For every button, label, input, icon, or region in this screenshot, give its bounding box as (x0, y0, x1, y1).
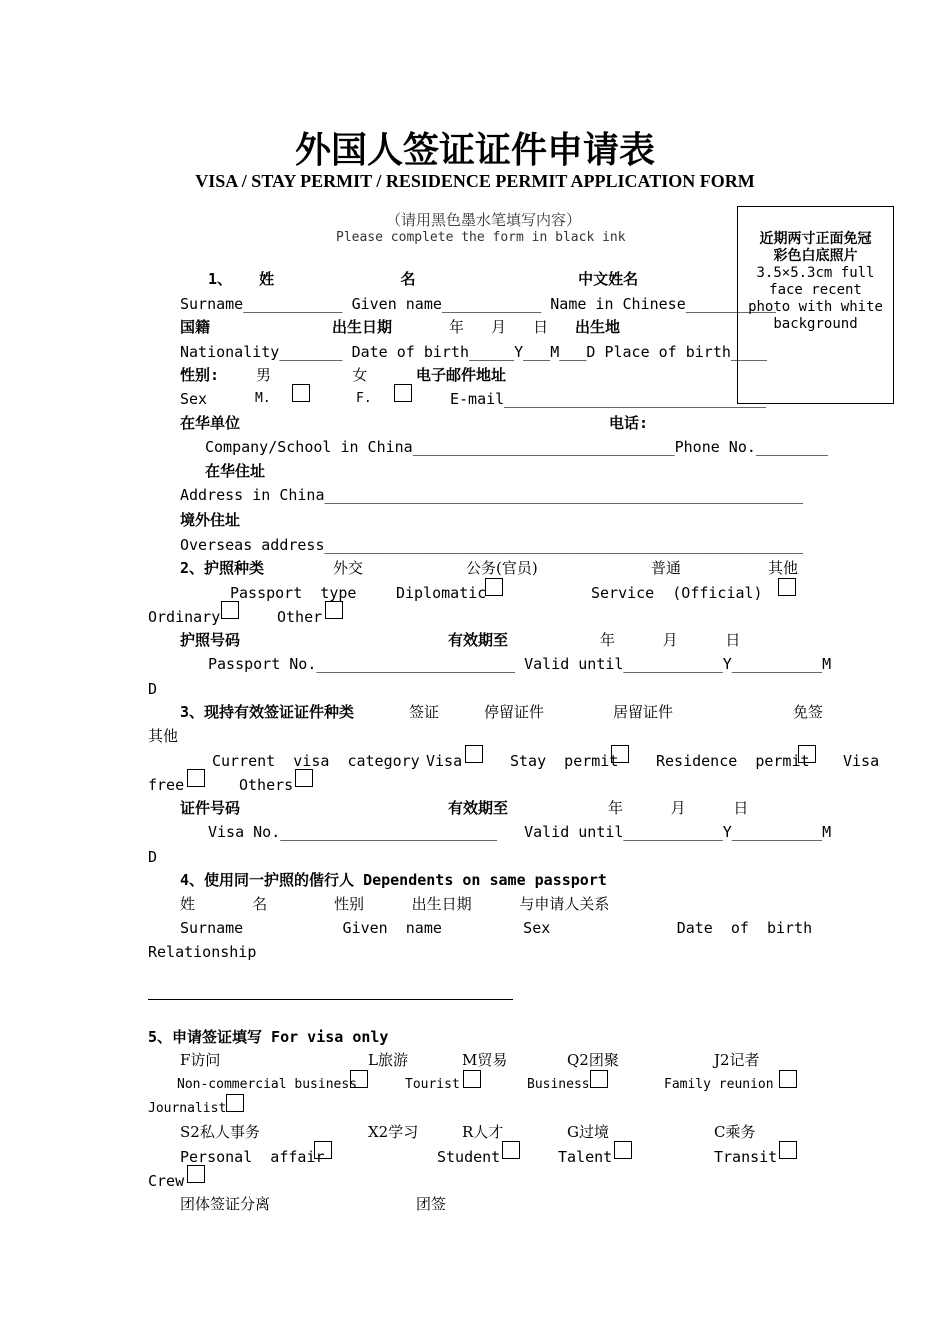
photo-label-en: 3.5×5.3cm full face recent photo with white background (748, 265, 883, 332)
stay-label: Stay permit (510, 752, 619, 770)
current-category-label: Current visa category (212, 752, 420, 770)
visa-c-zh: C乘务 (714, 1123, 756, 1141)
visa-no-field[interactable]: Visa No.________________________ Valid until___________Y__________M (208, 823, 832, 841)
visa-free-checkbox[interactable] (187, 769, 205, 787)
visa-g-checkbox[interactable] (779, 1141, 797, 1159)
passport-no-zh: 护照号码 (180, 631, 241, 649)
visa-m-zh: M贸易 (462, 1051, 508, 1069)
visa-l-zh: L旅游 (368, 1051, 408, 1069)
visa-j2-zh: J2记者 (714, 1051, 760, 1069)
residence-checkbox[interactable] (798, 745, 816, 763)
email-zh: 电子邮件地址 (416, 366, 507, 384)
s1-row1-zh: 1、 姓 名 中文姓名 (208, 270, 639, 288)
diplomatic-checkbox[interactable] (485, 578, 503, 596)
others-zh: 其他 (148, 727, 179, 745)
diplomatic-label: Diplomatic (396, 584, 487, 602)
residence-zh: 居留证件 (613, 703, 674, 721)
visa-c-checkbox[interactable] (187, 1165, 205, 1183)
service-label: Service (Official) (591, 584, 763, 602)
visa-r-zh: R人才 (462, 1123, 504, 1141)
visa-checkbox[interactable] (465, 745, 483, 763)
male-checkbox[interactable] (292, 384, 310, 402)
address-zh: 在华住址 (205, 462, 266, 480)
dob-ymd-zh: 年 月 日 (449, 318, 549, 336)
passport-no-field[interactable]: Passport No.______________________ Valid until___________Y__________M (208, 655, 832, 673)
visa-no-zh: 证件号码 (180, 799, 241, 817)
visa-label: Visa (426, 752, 463, 770)
s4-heading: 4、使用同一护照的偕行人 Dependents on same passport (180, 871, 607, 889)
s3-heading: 3、现持有效签证证件种类 (180, 703, 355, 721)
phone-zh: 电话: (609, 414, 649, 432)
form-title: 外国人签证证件申请表 (294, 129, 655, 171)
visa-ymd-zh: 年 月 日 (608, 799, 749, 817)
visa-f-zh: F访问 (180, 1051, 221, 1069)
other-zh: 其他 (768, 559, 799, 577)
ordinary-label: Ordinary (148, 608, 221, 626)
ordinary-checkbox[interactable] (778, 578, 796, 596)
form-subtitle: VISA / STAY PERMIT / RESIDENCE PERMIT APPLICATION FORM (195, 171, 755, 191)
visa-l-checkbox[interactable] (463, 1070, 481, 1088)
email-field[interactable]: E-mail_____________________________ (450, 390, 767, 408)
nationality-dob-fields[interactable]: Nationality_______ Date of birth_____Y___M___D Place of birth____ (180, 343, 767, 361)
visa-r-checkbox[interactable] (614, 1141, 632, 1159)
visa-x2-checkbox[interactable] (502, 1141, 520, 1159)
sex-label: Sex (180, 390, 208, 408)
s5-heading: 5、申请签证填写 For visa only (148, 1028, 389, 1046)
free-label: free (148, 776, 185, 794)
female-label: F. (356, 391, 372, 406)
passport-type-label: Passport type (230, 584, 357, 602)
residence-label: Residence permit (656, 752, 810, 770)
s4-columns-en: Surname Given name Sex Date of birth (180, 919, 813, 937)
journalist-label: Journalist (148, 1101, 227, 1116)
visa-q2-checkbox[interactable] (779, 1070, 797, 1088)
company-zh: 在华单位 (180, 414, 241, 432)
stay-zh: 停留证件 (484, 703, 545, 721)
s4-columns-zh: 姓 名 性别 出生日期 与申请人关系 (180, 895, 610, 913)
photo-label-zh: 近期两寸正面免冠彩色白底照片 (759, 231, 872, 264)
service-zh: 公务(官员) (466, 559, 538, 577)
ordinary-zh: 普通 (651, 559, 682, 577)
instruction-zh: （请用黑色墨水笔填写内容） (386, 211, 582, 229)
company-phone-fields[interactable]: Company/School in China_____________________________Phone No.________ (205, 438, 829, 456)
visa-g-zh: G过境 (567, 1123, 609, 1141)
transit-label: Transit (714, 1148, 778, 1166)
pob-zh: 出生地 (575, 318, 621, 336)
relationship-label: Relationship (148, 943, 257, 961)
passport-ymd-zh: 年 月 日 (600, 631, 741, 649)
passport-day-label: D (148, 680, 158, 698)
diplomatic-zh: 外交 (333, 559, 364, 577)
others-label: Others (239, 776, 294, 794)
visa-free-zh: 免签 (793, 703, 824, 721)
female-checkbox[interactable] (394, 384, 412, 402)
male-label: M. (255, 391, 271, 406)
ordinary2-checkbox[interactable] (221, 601, 239, 619)
personal-affair-label: Personal affair (180, 1148, 325, 1166)
visa-f-checkbox[interactable] (350, 1070, 368, 1088)
s2-heading: 2、护照种类 (180, 559, 265, 577)
group-visa-zh: 团签 (416, 1195, 447, 1213)
business-label: Business (527, 1077, 590, 1092)
visa-s2-zh: S2私人事务 (180, 1123, 260, 1141)
name-fields[interactable]: Surname___________ Given name___________ Name in Chinese__________ (180, 295, 777, 313)
other-checkbox[interactable] (325, 601, 343, 619)
visa-day-label: D (148, 848, 158, 866)
non-commercial-label: Non-commercial business (177, 1077, 358, 1092)
visa-m-checkbox[interactable] (590, 1070, 608, 1088)
student-label: Student (437, 1148, 501, 1166)
dob-zh: 出生日期 (332, 318, 393, 336)
visa-x2-zh: X2学习 (368, 1123, 419, 1141)
sex-options-zh: 男 女 (256, 366, 368, 384)
crew-label: Crew (148, 1172, 185, 1190)
instruction-en: Please complete the form in black ink (336, 230, 626, 245)
tourist-label: Tourist (405, 1077, 460, 1092)
talent-label: Talent (558, 1148, 613, 1166)
others-checkbox[interactable] (295, 769, 313, 787)
visa-s2-checkbox[interactable] (314, 1141, 332, 1159)
other-label: Other (277, 608, 323, 626)
family-reunion-label: Family reunion (664, 1077, 774, 1092)
nationality-zh: 国籍 (180, 318, 211, 336)
visa-zh: 签证 (409, 703, 440, 721)
visa-j2-checkbox[interactable] (226, 1094, 244, 1112)
passport-valid-zh: 有效期至 (448, 631, 509, 649)
group-visa-separation-zh: 团体签证分离 (180, 1195, 271, 1213)
visa-q2-zh: Q2团聚 (567, 1051, 619, 1069)
sex-zh: 性别: (180, 366, 220, 384)
visa-valid-zh: 有效期至 (448, 799, 509, 817)
stay-checkbox[interactable] (611, 745, 629, 763)
visa-word-label: Visa (843, 752, 880, 770)
overseas-zh: 境外住址 (180, 511, 241, 529)
dependents-input-line[interactable] (148, 999, 513, 1000)
overseas-field[interactable]: Overseas address_____________________________________________________ (180, 536, 804, 554)
address-field[interactable]: Address in China_____________________________________________________ (180, 486, 804, 504)
